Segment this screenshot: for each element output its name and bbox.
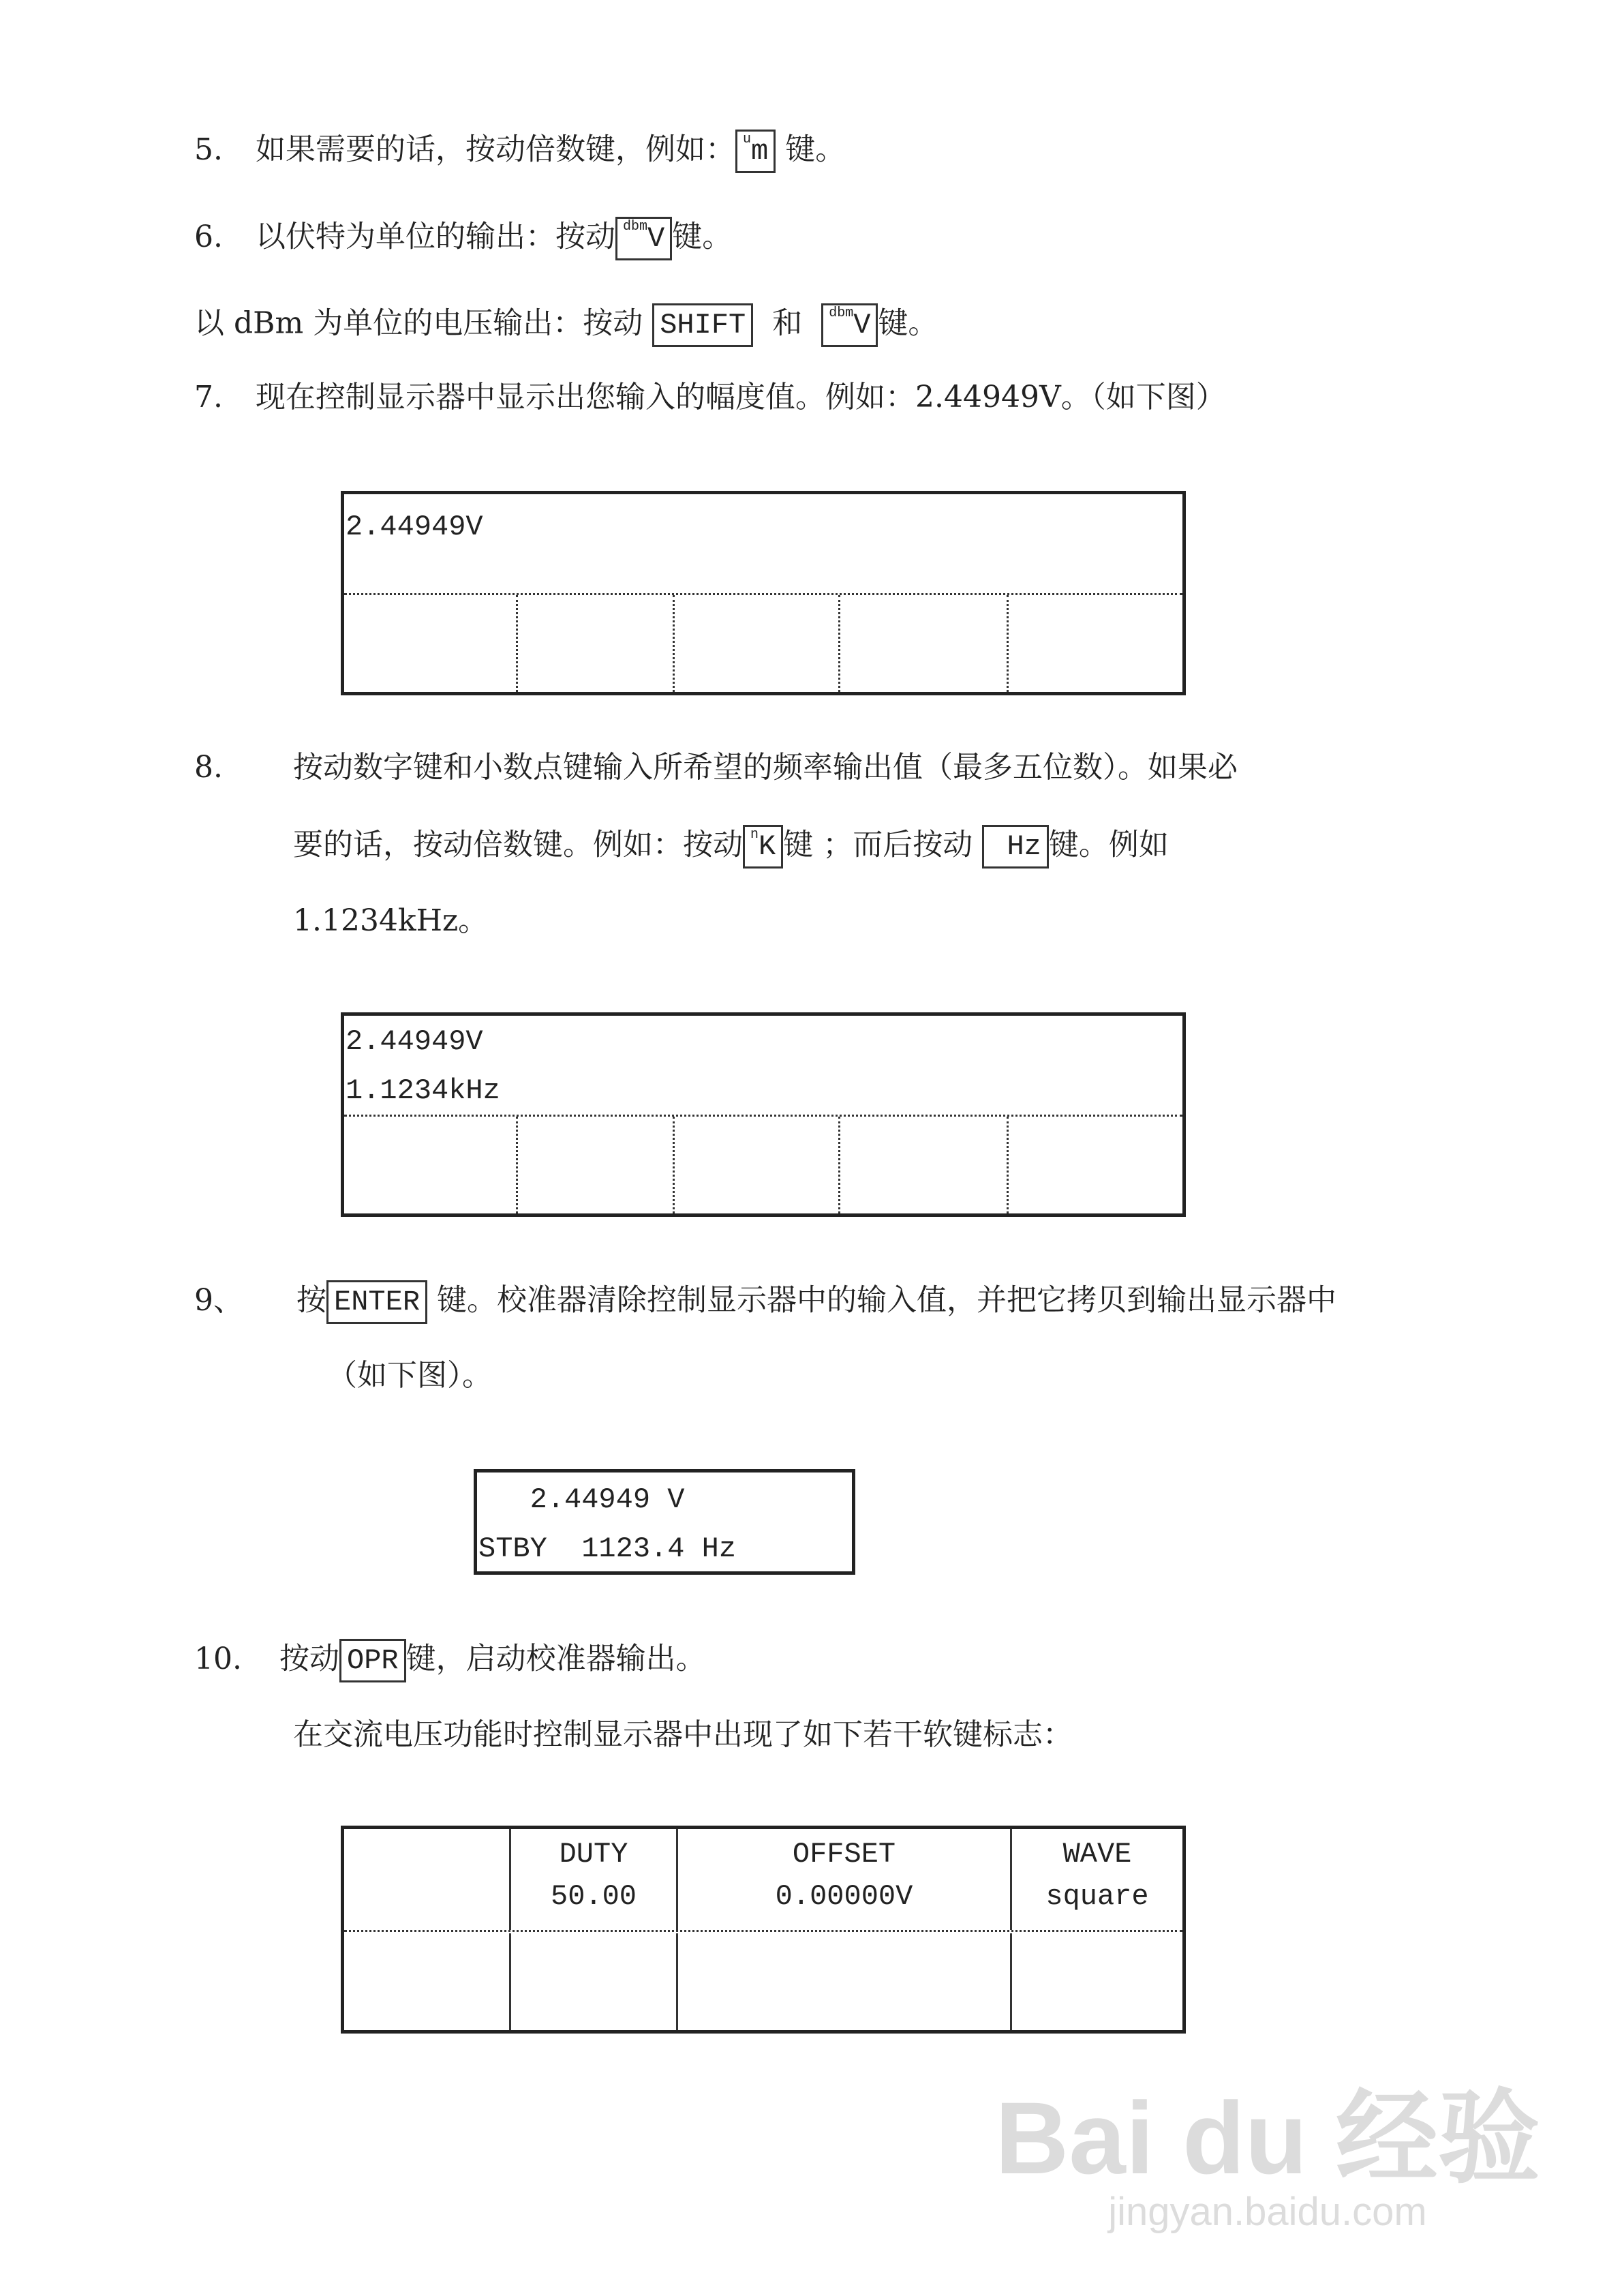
step-8-line3 xyxy=(293,902,488,940)
amplitude-value: 2.44949V xyxy=(346,1025,483,1058)
softkey-cell xyxy=(344,1117,518,1213)
softkey-cell xyxy=(518,1117,675,1213)
softkey-row xyxy=(344,595,1182,692)
step-text: 在交流电压功能时控制显示器中出现了如下若干软键标志： xyxy=(293,1717,1073,1752)
step-10-line2 xyxy=(293,1716,1073,1754)
softkey-value: 50.00 xyxy=(550,1880,637,1913)
step-text: 键 ；而后按动 xyxy=(783,827,973,862)
dbm-v-key xyxy=(615,217,672,260)
step-number: 6. xyxy=(194,219,223,254)
output-display xyxy=(474,1469,855,1575)
softkey-cell xyxy=(511,1933,678,2030)
control-display-1 xyxy=(341,491,1186,695)
step-text: 要的话，按动倍数键。例如：按动 xyxy=(293,827,743,862)
softkey-display xyxy=(341,1826,1186,2034)
hz-key: Hz xyxy=(982,825,1049,868)
and-text: 和 xyxy=(772,305,803,341)
opr-key: OPR xyxy=(339,1639,406,1682)
softkey-cell xyxy=(344,595,518,692)
softkey-cell xyxy=(1009,1117,1182,1213)
softkey-bottom-row xyxy=(344,1933,1182,2030)
step-text-after: 键，启动校准器输出。 xyxy=(406,1641,706,1676)
dbm-text: 以 dBm 为单位的电压输出：按动 xyxy=(194,305,643,341)
key-label: V xyxy=(647,222,665,255)
key-superscript: n xyxy=(750,827,759,843)
key-superscript: dbm xyxy=(623,219,648,235)
baidu-jingyan-watermark xyxy=(994,2081,1540,2235)
watermark-logo: Bai du 经验 xyxy=(994,2081,1540,2195)
step-number: 10. xyxy=(194,1641,242,1676)
softkey-offset xyxy=(678,1829,1012,1930)
softkey-cell xyxy=(678,1933,1012,2030)
softkey-label-row xyxy=(344,1829,1182,1932)
step-number: 8. xyxy=(194,750,223,785)
key-label: m xyxy=(751,135,769,168)
shift-key: SHIFT xyxy=(652,303,753,347)
softkey-value: 0.00000V xyxy=(775,1880,913,1913)
key-label: V xyxy=(853,309,871,342)
softkey-value: square xyxy=(1045,1880,1149,1913)
step-number: 7. xyxy=(194,380,223,414)
softkey-cell xyxy=(840,1117,1009,1213)
softkey-label: OFFSET xyxy=(792,1838,896,1871)
softkey-cell xyxy=(675,1117,840,1213)
micro-key xyxy=(735,130,776,173)
frequency-example: 1.1234kHz。 xyxy=(293,903,489,938)
step-7 xyxy=(194,378,1226,417)
step-8-line2 xyxy=(293,825,1169,868)
step-text-after: 键。 xyxy=(785,132,846,167)
control-display-2 xyxy=(341,1012,1186,1217)
output-status-frequency: STBY 1123.4 Hz xyxy=(478,1532,737,1565)
softkey-empty xyxy=(344,1829,511,1930)
step-text: 按动 xyxy=(279,1641,339,1676)
softkey-label: DUTY xyxy=(559,1838,628,1871)
step-text: 以伏特为单位的输出：按动 xyxy=(256,219,615,254)
step-8-line1 xyxy=(194,749,1238,787)
softkey-cell xyxy=(518,595,675,692)
softkey-wave xyxy=(1012,1829,1182,1930)
softkey-cell xyxy=(344,1933,511,2030)
output-amplitude: 2.44949 V xyxy=(478,1483,685,1516)
key-superscript: dbm xyxy=(829,305,854,321)
dbm-text-after: 键。 xyxy=(878,305,938,341)
softkey-duty xyxy=(511,1829,678,1930)
frequency-value: 1.1234kHz xyxy=(346,1074,500,1107)
display-top-area xyxy=(344,1016,1182,1117)
softkey-label: WAVE xyxy=(1062,1838,1132,1871)
step-text: 如果需要的话，按动倍数键，例如： xyxy=(256,132,735,167)
softkey-cell xyxy=(675,595,840,692)
softkey-cell xyxy=(1009,595,1182,692)
step-9-line1 xyxy=(194,1280,1336,1324)
kilo-key xyxy=(743,825,783,868)
dbm-v-key xyxy=(821,303,878,347)
enter-key: ENTER xyxy=(326,1280,427,1324)
step-number: 5. xyxy=(194,132,223,167)
step-10-line1 xyxy=(194,1639,706,1682)
softkey-cell xyxy=(840,595,1009,692)
step-text: 键。例如 xyxy=(1048,827,1169,862)
step-5 xyxy=(194,130,845,173)
step-text: （如下图）。 xyxy=(327,1358,492,1393)
step-6 xyxy=(194,217,732,260)
step-text-after: 键。 xyxy=(672,219,733,254)
step-text-after: 键。校准器清除控制显示器中的输入值，并把它拷贝到输出显示器中 xyxy=(437,1282,1337,1318)
key-superscript: u xyxy=(743,132,752,147)
step-text: 按 xyxy=(296,1282,326,1318)
dbm-output-line xyxy=(194,303,938,347)
step-text: 按动数字键和小数点键输入所希望的频率输出值（最多五位数）。如果必 xyxy=(293,750,1238,785)
watermark-url: jingyan.baidu.com xyxy=(1108,2190,1427,2234)
step-number: 9、 xyxy=(194,1282,243,1318)
softkey-row xyxy=(344,1117,1182,1213)
amplitude-value: 2.44949V xyxy=(346,511,483,543)
key-label: K xyxy=(759,830,776,863)
display-top-area xyxy=(344,494,1182,595)
step-text: 现在控制显示器中显示出您输入的幅度值。例如：2.44949V。（如下图） xyxy=(256,380,1226,414)
softkey-cell xyxy=(1012,1933,1182,2030)
step-9-line2 xyxy=(327,1357,492,1395)
